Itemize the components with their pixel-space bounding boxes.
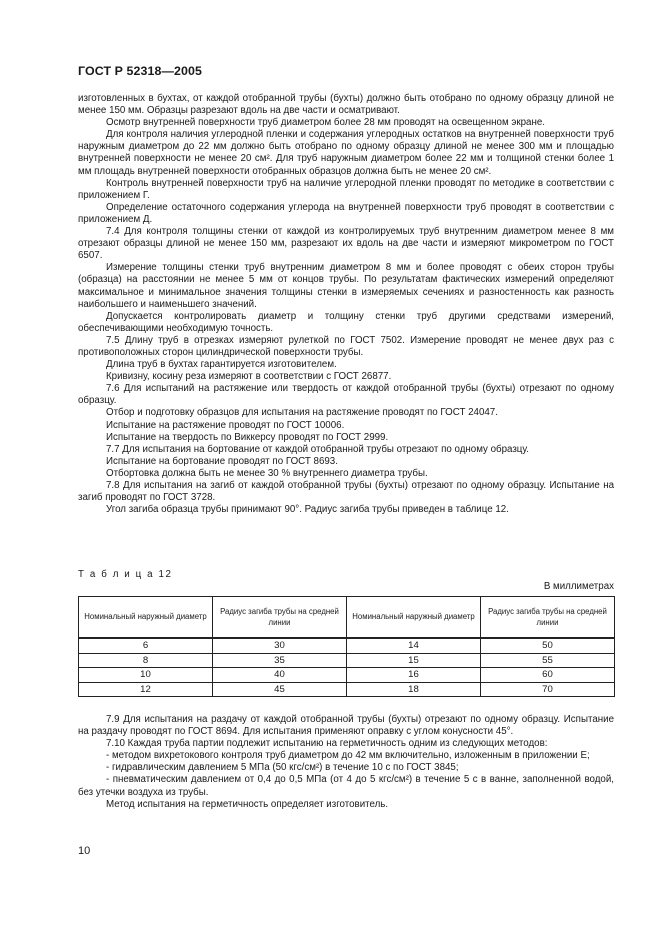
table-cell: 40 xyxy=(213,668,347,683)
table-row xyxy=(79,682,615,697)
after-table-text xyxy=(78,714,614,811)
table-caption: Т а б л и ц а 12 xyxy=(78,569,173,580)
paragraph: Допускается контролировать диаметр и толщину стенки труб другими средствами измерений, обеспечивающими необходимую точность. xyxy=(78,310,614,334)
paragraph: Для контроля наличия углеродной пленки и содержания углеродных остатков на внутренней поверхности труб наружным диаметром до 22 мм должно быть отобрано по одному образцу длиной не менее 300 мм и площадью внутренней поверхности не менее 20 см². Для труб наружным диаметром более 22 мм и толщиной стенки более 1 мм площадь внутренней поверхности отобранных образцов должна быть не менее 20 см². xyxy=(78,129,614,177)
paragraph: Длина труб в бухтах гарантируется изготовителем. xyxy=(106,359,337,371)
paragraph: - гидравлическим давлением 5 МПа (50 кгс/см²) в течение 10 с по ГОСТ 3845; xyxy=(106,762,459,774)
paragraph: Угол загиба образца трубы принимают 90°. Радиус загиба трубы приведен в таблице 12. xyxy=(106,504,509,516)
paragraph: изготовленных в бухтах, от каждой отобранной трубы (бухты) должно быть отобрано по одному образцу длиной не менее 150 мм. Образцы разрезают вдоль на две части и осматривают. xyxy=(78,93,614,117)
paragraph: - пневматическим давлением от 0,4 до 0,5 МПа (от 4 до 5 кгс/см²) в течение 5 с в ванне, заполненной водой, без утечки воздуха из трубы. xyxy=(78,774,614,798)
paragraph: 7.6 Для испытаний на растяжение или твердость от каждой отобранной трубы (бухты) отрезают по одному образцу. xyxy=(78,383,614,407)
table-unit: В миллиметрах xyxy=(543,581,614,592)
table-cell: 50 xyxy=(481,638,615,653)
paragraph: Испытание на растяжение проводят по ГОСТ 10006. xyxy=(106,419,345,431)
paragraph: Определение остаточного содержания углерода на внутренней поверхности труб проводят в соответствии с приложением Д. xyxy=(78,201,614,225)
table-cell: 10 xyxy=(79,668,213,683)
paragraph: 7.8 Для испытания на загиб от каждой отобранной трубы (бухты) отрезают по одному образцу. Испытание на загиб проводят по ГОСТ 3728. xyxy=(78,480,614,504)
table-cell: 55 xyxy=(481,653,615,668)
table-cell: 8 xyxy=(79,653,213,668)
table-row xyxy=(79,653,615,668)
table-cell: 70 xyxy=(481,682,615,697)
table-row xyxy=(79,638,615,653)
paragraph: 7.10 Каждая труба партии подлежит испытанию на герметичность одним из следующих методов: xyxy=(106,738,548,750)
table-cell: 60 xyxy=(481,668,615,683)
table-header-row xyxy=(79,597,615,639)
body-text xyxy=(78,93,614,516)
table-cell: 12 xyxy=(79,682,213,697)
paragraph: Контроль внутренней поверхности труб на наличие углеродной пленки проводят по методике в соответствии с приложением Г. xyxy=(78,177,614,201)
table-cell: 30 xyxy=(213,638,347,653)
paragraph: Измерение толщины стенки труб внутренним диаметром 8 мм и более проводят с обеих сторон трубы (образца) на расстоянии не менее 5 мм от концов трубы. По результатам фактических измерений определяют максимальное и минимальное значения толщины стенки в измеряемых сечениях и разностенность как разность наибольшего и наименьшего значений. xyxy=(78,262,614,310)
paragraph: 7.9 Для испытания на раздачу от каждой отобранной трубы (бухты) отрезают по одному образцу. Испытание на раздачу проводят по ГОСТ 8694. Для испытания применяют оправку с углом конусности 45°. xyxy=(78,714,614,738)
paragraph: 7.5 Длину труб в отрезках измеряют рулеткой по ГОСТ 7502. Измерение проводят не менее двух раз с противоположных сторон цилиндрической поверхности трубы. xyxy=(78,334,614,358)
page-number: 10 xyxy=(78,845,91,857)
table-row xyxy=(79,668,615,683)
header-bend-radius-1: Радиус загиба трубы на средней линии xyxy=(213,597,347,639)
paragraph: Отбор и подготовку образцов для испытания на растяжение проводят по ГОСТ 24047. xyxy=(106,407,498,419)
table-cell: 14 xyxy=(347,638,481,653)
table-cell: 45 xyxy=(213,682,347,697)
paragraph: Осмотр внутренней поверхности труб диаметром более 28 мм проводят на освещенном экране. xyxy=(106,117,545,129)
header-bend-radius-2: Радиус загиба трубы на средней линии xyxy=(481,597,615,639)
table-12 xyxy=(78,596,615,697)
paragraph: Метод испытания на герметичность определяет изготовитель. xyxy=(106,798,389,810)
table-cell: 18 xyxy=(347,682,481,697)
table-cell: 35 xyxy=(213,653,347,668)
table-cell: 16 xyxy=(347,668,481,683)
header-outer-diameter-2: Номинальный наружный диаметр xyxy=(347,597,481,639)
paragraph: Отбортовка должна быть не менее 30 % внутреннего диаметра трубы. xyxy=(106,467,428,479)
paragraph: - методом вихретокового контроля труб диаметром до 42 мм включительно, изложенным в приложении Е; xyxy=(106,750,590,762)
paragraph: 7.7 Для испытания на бортование от каждой отобранной трубы отрезают по одному образцу. xyxy=(106,443,530,455)
table-cell: 6 xyxy=(79,638,213,653)
paragraph: 7.4 Для контроля толщины стенки от каждой из контролируемых труб внутренним диаметром менее 8 мм отрезают образцы длиной не менее 150 мм, разрезают их вдоль на две части и измеряют микрометром по ГОСТ 6507. xyxy=(78,226,614,262)
paragraph: Испытание на бортование проводят по ГОСТ 8693. xyxy=(106,455,338,467)
table-cell: 15 xyxy=(347,653,481,668)
page-header-title: ГОСТ Р 52318—2005 xyxy=(78,64,202,78)
header-outer-diameter-1: Номинальный наружный диаметр xyxy=(79,597,213,639)
paragraph: Кривизну, косину реза измеряют в соответствии с ГОСТ 26877. xyxy=(106,371,392,383)
paragraph: Испытание на твердость по Виккерсу проводят по ГОСТ 2999. xyxy=(106,431,389,443)
